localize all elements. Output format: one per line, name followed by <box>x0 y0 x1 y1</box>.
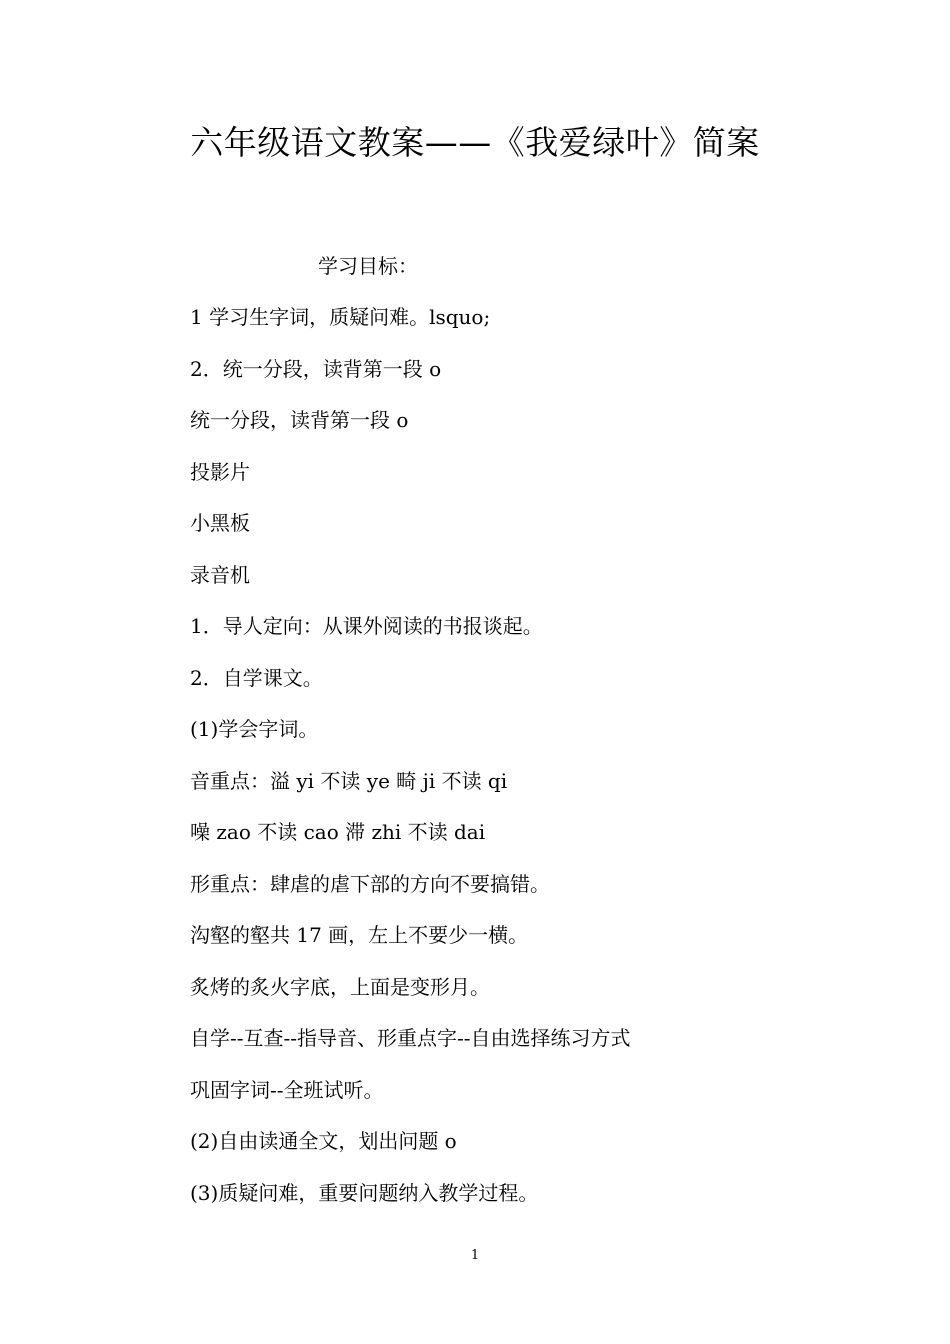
text-line: 1．导人定向：从课外阅读的书报谈起。 <box>190 614 543 638</box>
text-line: 投影片 <box>190 459 250 484</box>
text-line: (1)学会字词。 <box>190 717 319 741</box>
text-line: 小黑板 <box>190 511 250 535</box>
body-text <box>190 301 810 1228</box>
text-line: 自学--互查--指导音、形重点字--自由选择练习方式 <box>190 1026 631 1050</box>
text-line: 录音机 <box>190 562 250 587</box>
document-title: 六年级语文教案——《我爱绿叶》简案 <box>190 123 760 162</box>
text-line: 噪 zao 不读 cao 滞 zhi 不读 dai <box>190 820 486 844</box>
page-number: 1 <box>470 1248 480 1263</box>
text-line: (2)自由读通全文，划出问题 o <box>190 1129 457 1153</box>
text-line: 2．自学课文。 <box>190 665 323 690</box>
text-line: 形重点：肆虐的虐下部的方向不要搞错。 <box>190 871 550 896</box>
text-line: (3)质疑问难，重要问题纳入教学过程。 <box>190 1180 539 1205</box>
text-line: 统一分段，读背第一段 o <box>190 408 409 432</box>
text-line: 2．统一分段，读背第一段 o <box>190 356 442 381</box>
text-line: 沟壑的壑共 17 画，左上不要少一横。 <box>190 923 529 947</box>
section-heading: 学习目标： <box>318 254 418 278</box>
text-line: 巩固字词--全班试听。 <box>190 1077 384 1102</box>
text-line: 音重点：溢 yi 不读 ye 畸 ji 不读 qi <box>190 768 508 793</box>
text-line: 1 学习生字词，质疑问难。lsquo; <box>190 305 491 329</box>
text-line: 炙烤的炙火字底，上面是变形月。 <box>190 974 490 999</box>
